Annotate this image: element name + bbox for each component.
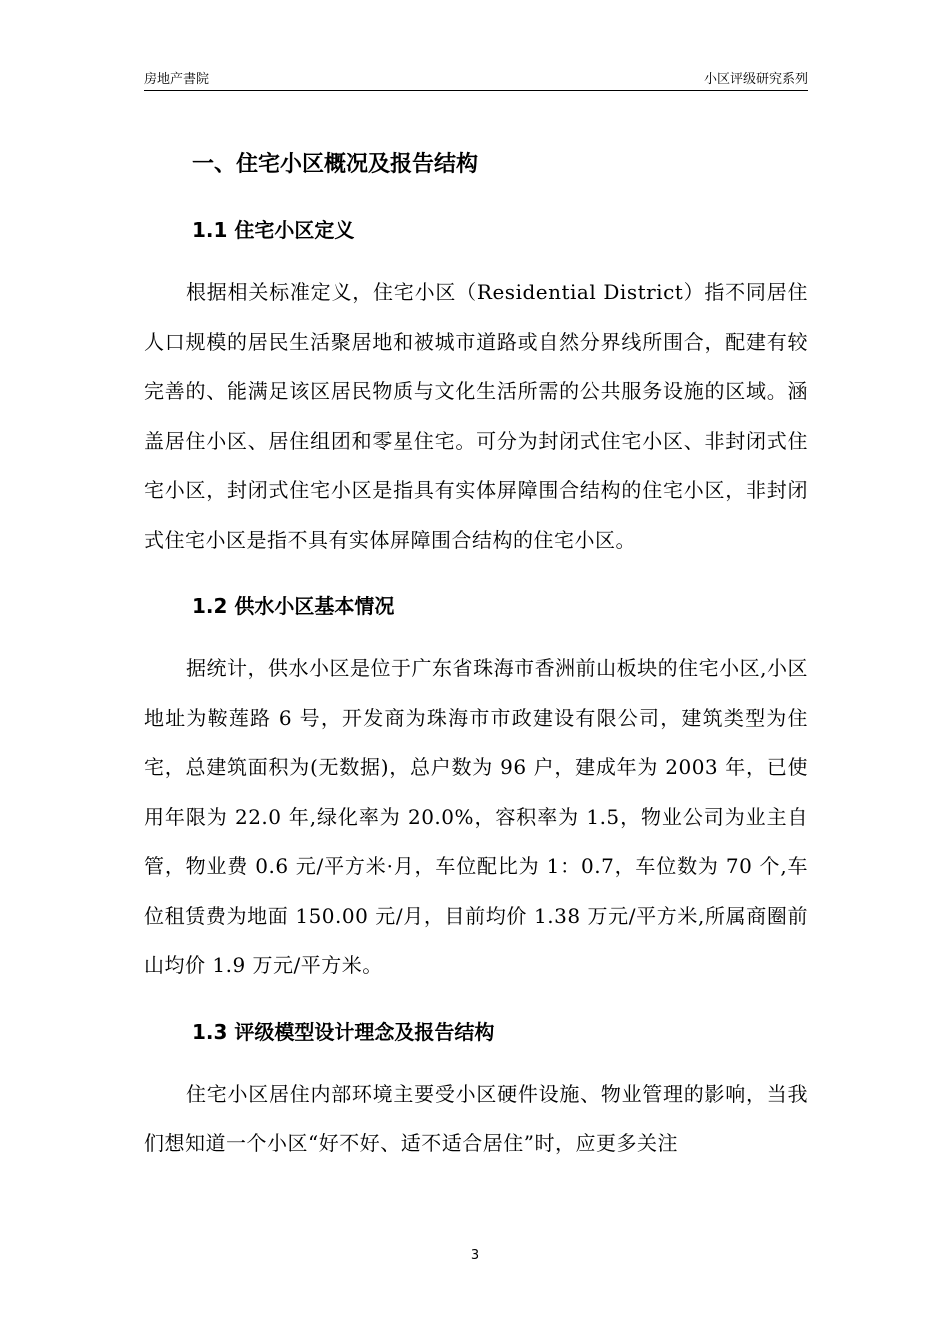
page-number: 3	[470, 1248, 480, 1263]
section-heading-1-2: 1.2 供水小区基本情况	[192, 594, 395, 618]
section-heading-1-1: 1.1 住宅小区定义	[192, 218, 355, 242]
section-heading-1-3: 1.3 评级模型设计理念及报告结构	[192, 1019, 495, 1044]
header-right-text: 小区评级研究系列	[703, 72, 808, 87]
chapter-title: 一、住宅小区概况及报告结构	[192, 152, 479, 177]
page-header	[144, 68, 808, 91]
section-paragraph-1-3: 住宅小区居住内部环境主要受小区硬件设施、物业管理的影响，当我们想知道一个小区“好不好、适不适合居住”时，应更多关注	[144, 1081, 808, 1155]
section-paragraph-1-1: 根据相关标准定义，住宅小区（Residential District）指不同居住人口规模的居民生活聚居地和被城市道路或自然分界线所围合，配建有较完善的、能满足该区居民物质与文化生活所需的公共服务设施的区域。涵盖居住小区、居住组团和零星住宅。可分为封闭式住宅小区、非封闭式住宅小区，封闭式住宅小区是指具有实体屏障围合结构的住宅小区，非封闭式住宅小区是指不具有实体屏障围合结构的住宅小区。	[144, 280, 808, 552]
section-paragraph-1-2: 据统计，供水小区是位于广东省珠海市香洲前山板块的住宅小区,小区地址为鞍莲路 6 号，开发商为珠海市市政建设有限公司，建筑类型为住宅，总建筑面积为(无数据)，总户数为 96 户，建成年为 2003 年，已使用年限为 22.0 年,绿化率为 20.0%，容积率为 1.5，物业公司为业主自管，物业费 0.6 元/平方米·月，车位配比为 1：0.7，车位数为 70 个,车位租赁费为地面 150.00 元/月，目前均价 1.38 万元/平方米,所属商圈前山均价 1.9 万元/平方米。	[144, 656, 808, 977]
document-body	[144, 140, 808, 1169]
header-left-text: 房地产書院	[144, 72, 210, 87]
